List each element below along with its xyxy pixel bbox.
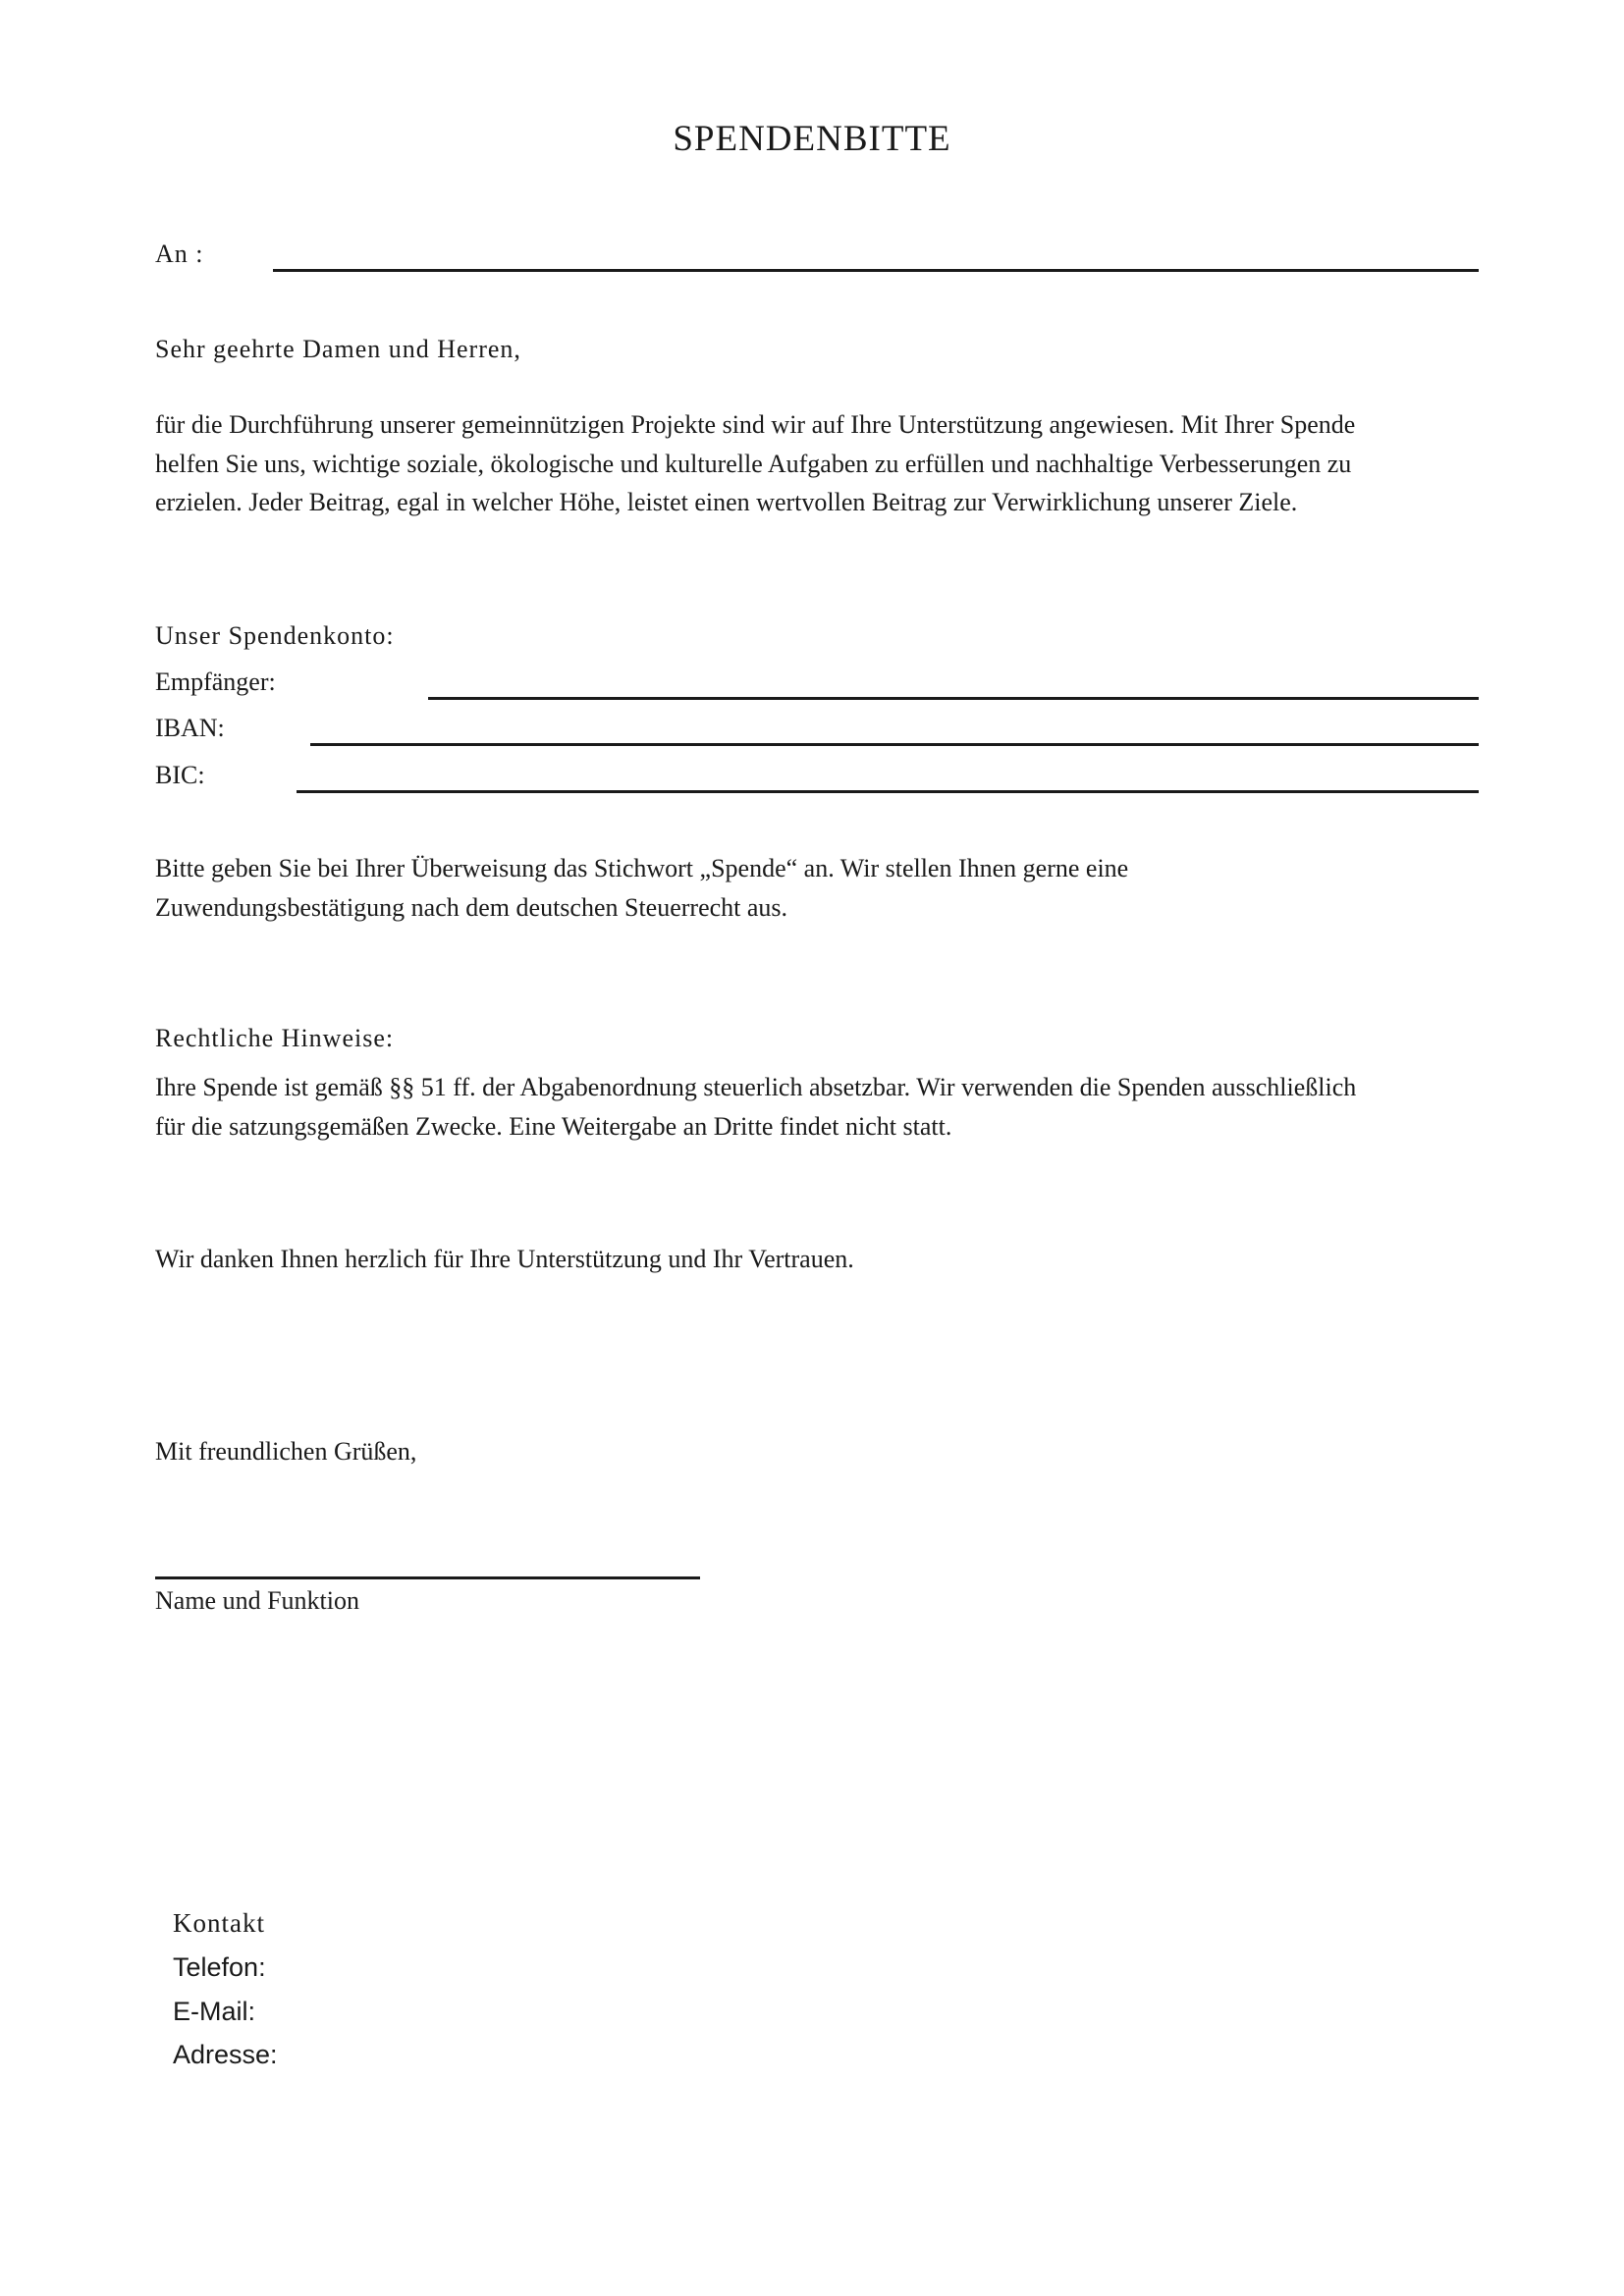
legal-line: Ihre Spende ist gemäß §§ 51 ff. der Abgabenordnung steuerlich absetzbar. Wir verwenden die Spenden ausschließlich [155, 1073, 1357, 1101]
legal-paragraph [155, 1068, 1490, 1146]
legal-heading: Rechtliche Hinweise: [155, 1024, 395, 1052]
iban-line[interactable] [310, 743, 1479, 746]
contact-address-label: Adresse: [173, 2040, 278, 2069]
account-recipient-label: Empfänger: [155, 667, 276, 696]
contact-phone-label: Telefon: [173, 1952, 266, 1982]
signature-caption: Name und Funktion [155, 1586, 359, 1615]
transfer-note-line: Zuwendungsbestätigung nach dem deutschen Steuerrecht aus. [155, 892, 788, 922]
closing-text: Mit freundlichen Grüßen, [155, 1437, 417, 1466]
signature-line[interactable] [155, 1576, 700, 1579]
thanks-text: Wir danken Ihnen herzlich für Ihre Unterstützung und Ihr Vertrauen. [155, 1245, 854, 1273]
transfer-note-line: Bitte geben Sie bei Ihrer Überweisung das Stichwort „Spende“ an. Wir stellen Ihnen gerne eine [155, 854, 1129, 882]
recipient-line[interactable] [273, 269, 1479, 272]
contact-heading: Kontakt [173, 1908, 265, 1938]
contact-email-label: E-Mail: [173, 1997, 256, 2026]
account-heading: Unser Spendenkonto: [155, 621, 395, 650]
document-title: SPENDENBITTE [673, 119, 951, 159]
intro-paragraph [155, 405, 1490, 522]
recipient-label: An : [155, 240, 204, 268]
bic-line[interactable] [297, 790, 1479, 793]
bic-label: BIC: [155, 761, 205, 789]
intro-line: helfen Sie uns, wichtige soziale, ökologische und kulturelle Aufgaben zu erfüllen und nachhaltige Verbesserungen zu [155, 449, 1352, 478]
account-recipient-line[interactable] [428, 697, 1479, 700]
legal-line: für die satzungsgemäßen Zwecke. Eine Weitergabe an Dritte findet nicht statt. [155, 1111, 952, 1141]
transfer-note [155, 849, 1490, 927]
iban-label: IBAN: [155, 714, 225, 742]
salutation: Sehr geehrte Damen und Herren, [155, 335, 521, 363]
intro-line: erzielen. Jeder Beitrag, egal in welcher Höhe, leistet einen wertvollen Beitrag zur Verwirklichung unserer Ziele. [155, 488, 1298, 516]
intro-line: für die Durchführung unserer gemeinnützigen Projekte sind wir auf Ihre Unterstützung angewiesen. Mit Ihrer Spende [155, 410, 1356, 439]
